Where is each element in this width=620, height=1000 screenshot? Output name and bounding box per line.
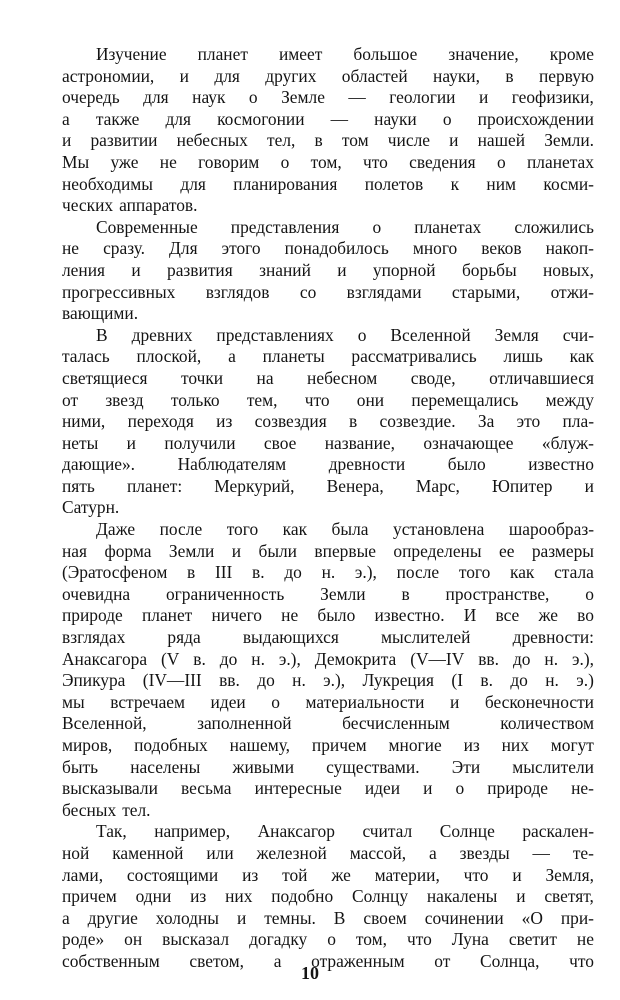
text-line: ческих аппаратов. <box>62 195 198 216</box>
text-line: взглядах ряда выдающихся мыслителей древности: <box>62 627 594 648</box>
text-line: Вселенной, заполненной бесчисленным количеством <box>62 713 594 734</box>
text-line: Анаксагора (V в. до н. э.), Демокрита (V—IV вв. до н. э.), <box>62 648 594 669</box>
text-line: дающие». Наблюдателям древности было известно <box>62 454 594 475</box>
text-line: Мы уже не говорим о том, что сведения о планетах <box>62 151 594 172</box>
text-line: В древних представлениях о Вселенной Земля счи- <box>96 324 594 345</box>
text-line: собственным светом, а отраженным от Солнца, что <box>62 950 594 971</box>
text-line: лами, состоящими из той же материи, что и Земля, <box>62 864 594 885</box>
text-line: высказывали весьма интересные идеи и о природе не- <box>62 778 594 799</box>
text-line: Изучение планет имеет большое значение, кроме <box>96 44 594 64</box>
paragraph <box>62 325 594 519</box>
text-line: роде» он высказал догадку о том, что Луна светит не <box>62 929 594 950</box>
text-line: прогрессивных взглядов со взглядами старыми, отжи- <box>62 281 594 302</box>
text-line: ними, переходя из созвездия в созвездие. За это пла- <box>62 411 594 432</box>
text-line: Эпикура (IV—III вв. до н. э.), Лукреция (I в. до н. э.) <box>62 670 594 691</box>
paragraph <box>62 821 594 972</box>
text-line: пять планет: Меркурий, Венера, Марс, Юпитер и <box>62 475 594 496</box>
paragraph <box>62 44 594 217</box>
text-line: миров, подобных нашему, причем многие из них могут <box>62 735 594 755</box>
text-line: Даже после того как была установлена шарообраз- <box>96 519 594 540</box>
text-line: ная форма Земли и были впервые определены ее размеры <box>62 540 594 561</box>
text-line: причем одни из них подобно Солнцу накалены и светят, <box>62 886 594 907</box>
text-line: бесных тел. <box>62 799 151 820</box>
paragraph <box>62 519 594 821</box>
text-line: и развитии небесных тел, в том числе и нашей Земли. <box>62 130 594 151</box>
text-line: очередь для наук о Земле — геологии и геофизики, <box>62 87 594 108</box>
text-line: мы встречаем идеи о материальности и бесконечности <box>62 691 594 712</box>
text-line: природе планет ничего не было известно. И все же во <box>62 605 594 626</box>
text-line: а также для космогонии — науки о происхождении <box>62 108 594 129</box>
text-line: светящиеся точки на небесном своде, отличавшиеся <box>62 367 594 388</box>
text-line: астрономии, и для других областей науки, в первую <box>62 65 594 86</box>
page-body <box>62 44 594 973</box>
text-block <box>62 44 594 973</box>
text-line: быть населены живыми существами. Эти мыслители <box>62 756 594 777</box>
text-line: Современные представления о планетах сложились <box>96 216 594 237</box>
text-line: от звезд только тем, что они перемещались между <box>62 389 594 410</box>
page-number: 10 <box>301 963 319 983</box>
text-line: а другие холодны и темны. В своем сочинении «О при- <box>62 907 594 928</box>
text-line: талась плоской, а планеты рассматривались лишь как <box>62 346 594 367</box>
text-line: неты и получили свое название, означающее «блуж- <box>62 432 594 453</box>
paragraph <box>62 217 594 325</box>
text-line: вающими. <box>62 303 139 324</box>
text-line: ления и развития знаний и упорной борьбы новых, <box>62 259 594 280</box>
text-line: ной каменной или железной массой, а звезды — те- <box>62 842 594 863</box>
text-line: (Эратосфеном в III в. до н. э.), после того как стала <box>62 562 594 583</box>
text-line: не сразу. Для этого понадобилось много веков накоп- <box>62 238 594 259</box>
text-line: Так, например, Анаксагор считал Солнце раскален- <box>96 821 594 842</box>
text-line: Сатурн. <box>62 497 120 518</box>
text-line: очевидна ограниченность Земли в пространстве, о <box>62 583 594 604</box>
text-line: необходимы для планирования полетов к ним косми- <box>62 173 594 194</box>
